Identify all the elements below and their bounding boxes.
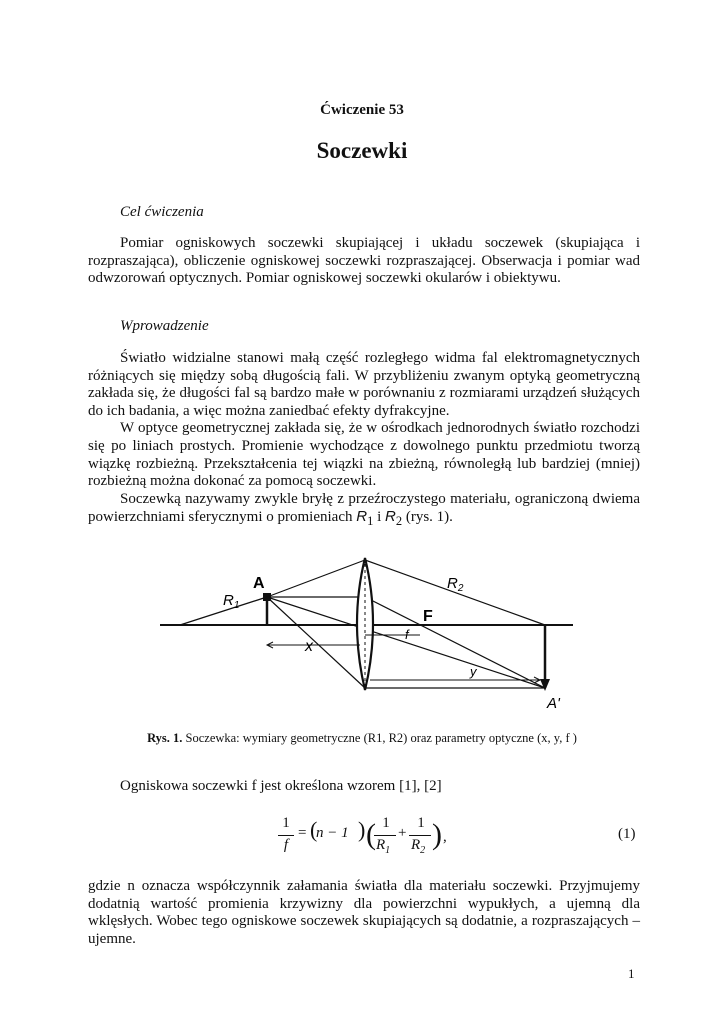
label-x: x: [305, 638, 313, 655]
label-f: f: [405, 627, 409, 642]
p3-r1-sub: 1: [367, 514, 374, 529]
ray-lower: [267, 597, 365, 688]
formula-bar-a: [374, 835, 396, 836]
intro-text: [88, 350, 640, 531]
formula-eq: =: [298, 825, 307, 841]
page-title: Soczewki: [316, 138, 408, 163]
section-heading-goal: Cel ćwiczenia: [120, 204, 204, 220]
formula-one: 1: [282, 815, 290, 831]
page-number: 1: [628, 966, 635, 981]
p3-r2: R: [385, 508, 396, 526]
formula-paren-left: (: [310, 817, 318, 842]
label-r1-sub: 1: [233, 600, 240, 611]
goal-paragraph: Pomiar ogniskowych soczewki skupiającej i układu soczewek (skupiająca i rozpraszająca), obliczenie ogniskowej soczewki rozpraszającej. Obserwacja i pomiar wad odwzorowań optycznych. Pomiar ogniskowej soczewki okularów i obiektywu.: [88, 235, 640, 287]
label-r1: [223, 592, 239, 611]
focal-intro: Ogniskowa soczewki f jest określona wzorem [1], [2]: [120, 778, 442, 794]
label-r1-main: R: [223, 592, 234, 609]
label-a-prime: A': [547, 695, 560, 712]
formula-big-paren-right: ): [432, 818, 442, 851]
formula-paren-right: ): [358, 817, 366, 842]
intro-paragraph-1: Światło widzialne stanowi małą część rozległego widma fal elektromagnetycznych różniących się między sobą długością fali. W przybliżeniu zwanym optyką geometryczną zakłada się, że długości fal są bardzo małe w porównaniu z rozmiarami urządzeń służących do ich badania, a więc można zaniedbać efekty dyfrakcyjne.: [88, 350, 640, 419]
formula-comma: ,: [443, 829, 447, 845]
lens-diagram: [155, 555, 575, 715]
p3-r2-sub: 2: [395, 514, 403, 529]
label-y: y: [470, 664, 477, 679]
caption-prefix: Rys. 1.: [147, 731, 183, 745]
formula-part2: [398, 815, 458, 863]
formula-r2-main: R: [411, 837, 421, 853]
formula-plus: +: [398, 825, 407, 841]
figure-caption: [0, 731, 724, 746]
formula-number: (1): [618, 826, 636, 842]
p3-and: i: [373, 509, 386, 526]
formula-one-a: 1: [382, 815, 390, 831]
label-r2: [447, 575, 464, 594]
formula-r1: [376, 837, 390, 856]
label-a: A: [253, 575, 265, 592]
intro-paragraph-2: W optyce geometrycznej zakłada się, że w ośrodkach jednorodnych światło rozchodzi się po liniach prostych. Promienie wychodzące z dowolnego punktu przedmiotu tworzą wiązkę rozbieżną. Przekształcenia tej wiązki na zbieżną, równoległą lub bardziej (mniej) rozbieżną można dokonać za pomocą soczewki.: [88, 420, 640, 490]
ray-through-focus: [365, 597, 545, 688]
r2-line: [365, 560, 545, 625]
p3-end: (rys. 1).: [402, 509, 453, 526]
formula-one-b: 1: [417, 815, 425, 831]
formula-fraction-bar: [278, 835, 294, 836]
image-arrowhead: [540, 679, 550, 691]
formula-r1-sub: 1: [385, 845, 391, 856]
ray-top: [267, 560, 365, 597]
label-r2-main: R: [447, 575, 458, 592]
p3-start: Soczewką nazywamy zwykle bryłę z przeźroczystego materiału, ograniczoną dwiema powierzchniami sferycznymi o promieniach: [88, 490, 640, 526]
formula-n-minus-1: n − 1: [316, 825, 349, 841]
formula-big-paren-left: (: [366, 818, 376, 851]
caption-text: Soczewka: wymiary geometryczne (R1, R2) oraz parametry optyczne (x, y, f ): [182, 731, 577, 745]
after-formula-paragraph: gdzie n oznacza współczynnik załamania światła dla materiału soczewki. Przyjmujemy dodatnią wartość promienia krzywizny dla powierzchni wypukłych, a ujemną dla wklęsłych. Wobec tego ogniskowe soczewek skupiających są dodatnie, a rozpraszających – ujemne.: [88, 878, 640, 947]
formula-f: f: [283, 837, 289, 853]
formula-r2-sub: 2: [420, 845, 426, 856]
formula-r1-main: R: [376, 837, 386, 853]
intro-paragraph-3: [88, 491, 640, 531]
section-heading-intro: Wprowadzenie: [120, 318, 209, 334]
formula-bar-b: [409, 835, 431, 836]
label-f-point: F: [423, 608, 433, 625]
exercise-label: Ćwiczenie 53: [320, 102, 404, 118]
p3-r1: R: [356, 508, 368, 526]
formula-r2: [411, 837, 425, 856]
label-r2-sub: 2: [457, 583, 464, 594]
